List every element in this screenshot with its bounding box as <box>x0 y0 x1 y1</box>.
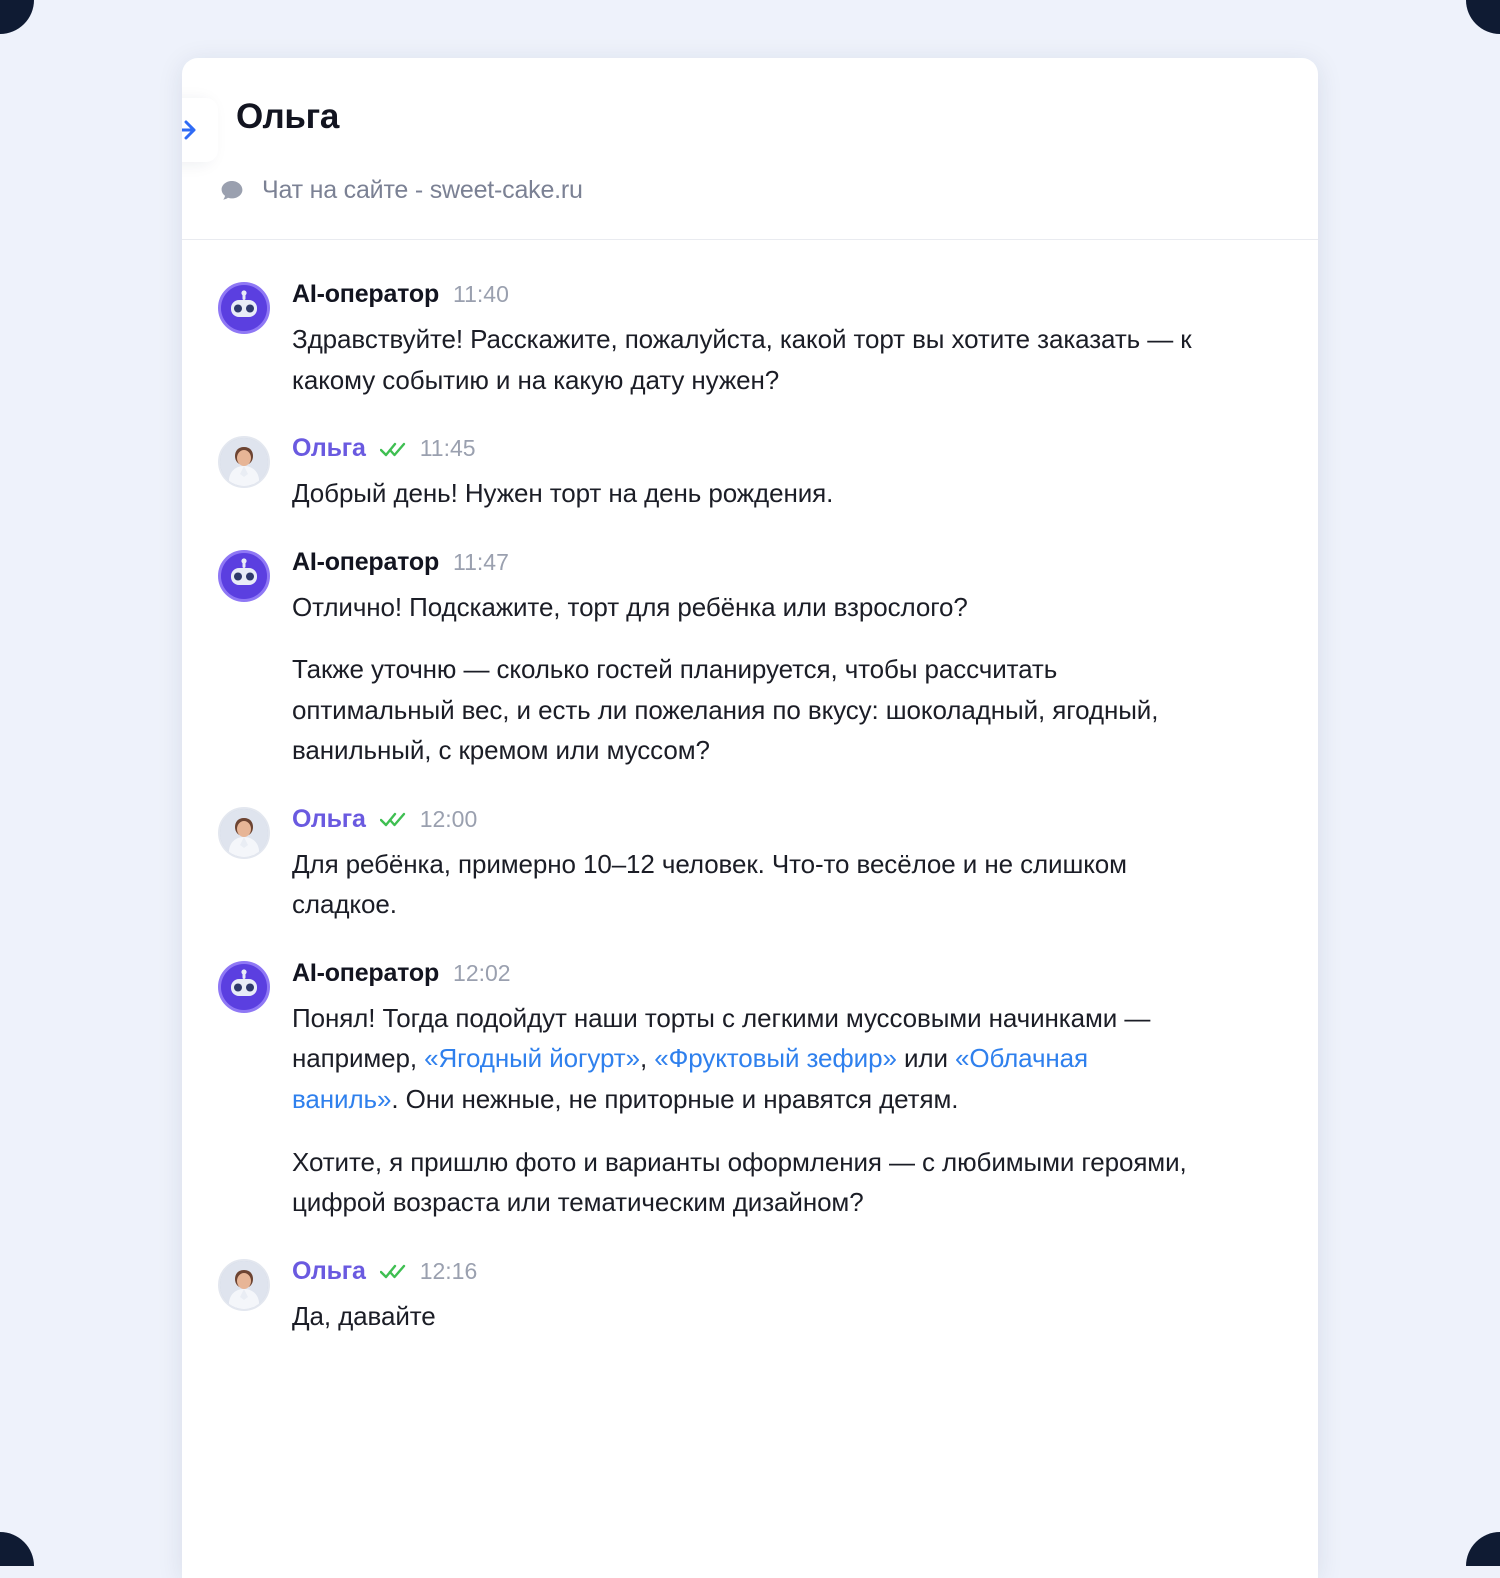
channel-label: Чат на сайте - sweet-cake.ru <box>262 176 583 204</box>
message-text-rich <box>292 998 1192 1120</box>
avatar-user <box>218 807 270 859</box>
message-item <box>218 280 1282 400</box>
message-item <box>218 805 1282 925</box>
page-title: Ольга <box>236 97 340 136</box>
message-text: Также уточню — сколько гостей планируется, чтобы рассчитать оптимальный вес, и есть ли пожелания по вкусу: шоколадный, ягодный, ванильный, с кремом или муссом? <box>292 654 1159 766</box>
message-sender: AI-оператор <box>292 280 440 308</box>
message-header <box>292 1257 1282 1286</box>
text-fragment: Понял! Тогда подойдут наши торты с легкими муссовыми начинками — например, <box>292 1002 1151 1074</box>
avatar-user <box>218 1259 270 1311</box>
message-item <box>218 959 1282 1223</box>
message-time: 11:40 <box>453 281 509 307</box>
message-sender: AI-оператор <box>292 958 440 987</box>
corner-decoration-top-left <box>0 0 34 34</box>
message-body <box>292 805 1282 925</box>
message-time: 12:00 <box>419 805 478 832</box>
message-text: Для ребёнка, примерно 10–12 человек. Что-то весёлое и не слишком сладкое. <box>292 848 1127 920</box>
message-body <box>292 548 1282 771</box>
message-body <box>292 434 1282 514</box>
message-text-rich <box>292 1142 1192 1223</box>
chat-window <box>182 58 1318 1578</box>
text-fragment: , <box>639 1043 655 1074</box>
message-sender: Ольга <box>292 434 366 463</box>
message-header <box>292 959 1282 988</box>
corner-decoration-top-right <box>1466 0 1500 34</box>
avatar-bot <box>218 282 270 334</box>
corner-decoration-bottom-left <box>0 1532 34 1566</box>
message-header <box>292 805 1282 834</box>
message-sender: Ольга <box>292 804 366 833</box>
read-receipt-icon <box>380 810 406 828</box>
message-header <box>292 434 1282 463</box>
message-time: 12:16 <box>419 1257 478 1284</box>
avatar-user <box>218 436 270 488</box>
arrow-right-icon <box>182 117 198 143</box>
message-sender: Ольга <box>292 1256 366 1285</box>
cake-product-link[interactable]: «Фруктовый зефир» <box>654 1043 897 1074</box>
back-button[interactable] <box>182 98 218 162</box>
channel-source-row <box>182 176 1318 240</box>
message-time: 11:47 <box>453 548 509 575</box>
chat-bubble-icon <box>218 177 246 205</box>
message-sender: AI-оператор <box>292 547 440 576</box>
avatar-bot <box>218 961 270 1013</box>
message-time: 11:45 <box>419 435 476 462</box>
message-header <box>292 280 1282 309</box>
avatar-bot <box>218 550 270 602</box>
message-list <box>182 240 1318 1336</box>
corner-decoration-bottom-right <box>1466 1532 1500 1566</box>
text-fragment: или <box>896 1043 955 1074</box>
message-header <box>292 548 1282 577</box>
message-body <box>292 1257 1282 1337</box>
text-fragment: Хотите, я пришлю фото и варианты оформления — с любимыми героями, цифрой возраста или тематическим дизайном? <box>292 1146 1187 1218</box>
message-text: Добрый день! Нужен торт на день рождения. <box>292 478 834 509</box>
cake-product-link[interactable]: «Ягодный йогурт» <box>424 1043 640 1074</box>
message-item <box>218 434 1282 514</box>
message-body <box>292 280 1282 400</box>
message-text: Да, давайте <box>292 1300 436 1331</box>
message-time: 12:02 <box>453 959 511 986</box>
message-text: Здравствуйте! Расскажите, пожалуйста, какой торт вы хотите заказать — к какому событию и на какую дату нужен? <box>292 324 1192 395</box>
read-receipt-icon <box>380 1262 406 1280</box>
message-item <box>218 548 1282 771</box>
read-receipt-icon <box>380 440 406 458</box>
text-fragment: . Они нежные, не приторные и нравятся детям. <box>391 1084 959 1115</box>
message-item <box>218 1257 1282 1337</box>
message-text: Отлично! Подскажите, торт для ребёнка или взрослого? <box>292 591 968 622</box>
message-body <box>292 959 1282 1223</box>
chat-header <box>182 58 1318 176</box>
cake-product-link[interactable]: «Облачная ваниль» <box>292 1043 1089 1115</box>
